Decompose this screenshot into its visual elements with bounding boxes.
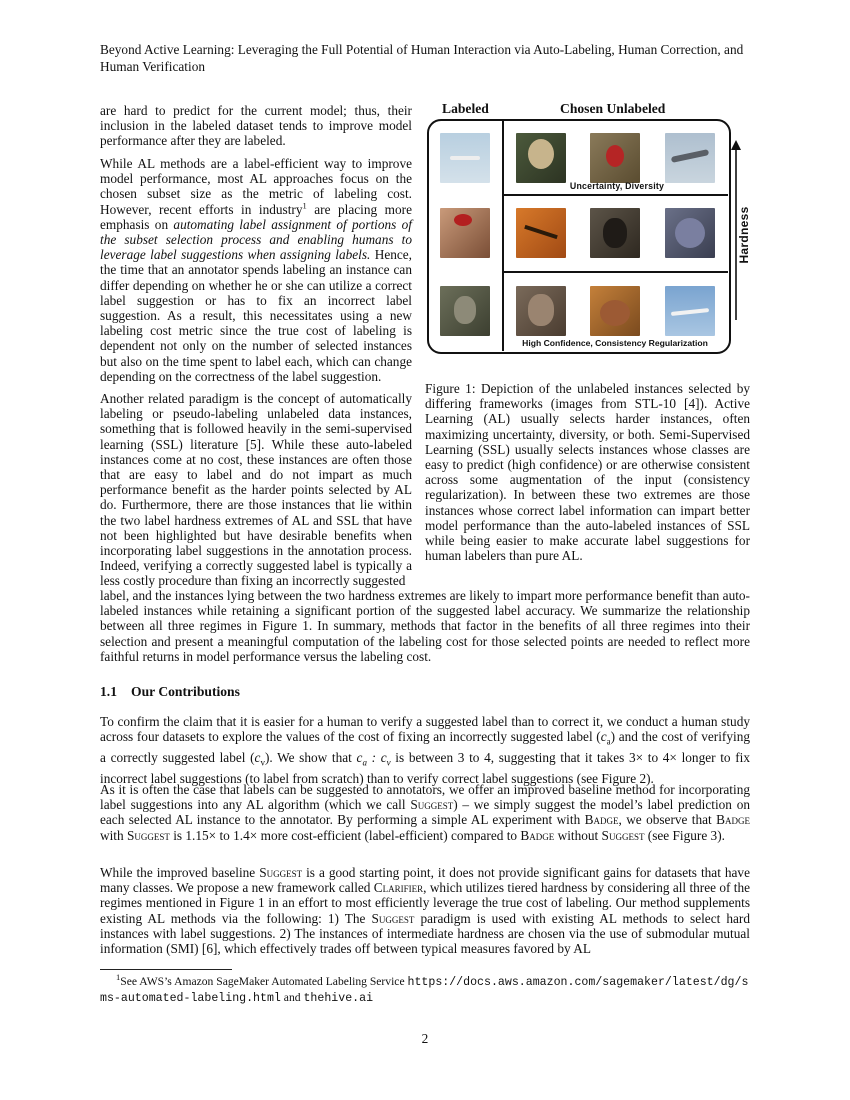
contrib-p2-f: without xyxy=(554,827,602,843)
paragraph-3: Another related paradigm is the concept of automatically labeling or pseudo-labeling unlabeled data instances, something that is followed heavily in the semi-supervised learning (SSL) literature [5]. While these auto-labeled instances come at no cost, these instances are often those that are easy to label and do not impart as much performance benefit as the harder points selected by AL do. Furthermore, there are those instances that lie within the two label hardness extremes of AL and SSL that have not been highlighted but have desirable benefits when incorporating label suggestions in the annotation process. Indeed, verifying a correctly suggested label is typically a less costly procedure than fixing an incorrectly suggested xyxy=(100,391,412,589)
footnote-mark: 1 xyxy=(116,972,121,983)
row1-monkey-image xyxy=(516,133,566,183)
contrib-paragraph-3 xyxy=(100,865,750,956)
suggest-term: Suggest xyxy=(601,827,645,843)
section-heading xyxy=(100,684,254,700)
suggest-term: Suggest xyxy=(371,910,415,926)
contrib-paragraph-2 xyxy=(100,782,750,843)
contrib-p2-b: ) – we simply suggest the model’s label prediction on each selected AL instance to the annotator. By performing a simple AL experiment with xyxy=(100,797,750,828)
row2-monkey-image xyxy=(590,208,640,258)
cost-ratio: $c_a$ : $c_v$ xyxy=(356,750,391,768)
suggest-term: Suggest xyxy=(410,797,454,813)
clarifier-term: Clarifier xyxy=(373,880,424,896)
figure-divider xyxy=(502,120,504,351)
badge-term: Badge xyxy=(584,812,619,828)
p2-text-c: Hence, the time that an annotator spends labeling an instance can differ depending on whether he or she can utilize a correct label suggestion or has to fix an incorrect label suggestion. As a result, this necessitates using a new labeling cost metric since the true cost of labeling is dependent not only on the number of selected instances but also on the time spent to label each, which can change depending on the correctness of the label suggestion. xyxy=(100,247,413,384)
running-title: Beyond Active Learning: Leveraging the Full Potential of Human Interaction via Auto-Labeling, Human Correction, and Human Verification xyxy=(100,42,744,74)
p2-text-b: are placing more emphasis on xyxy=(100,201,412,232)
figure-1 xyxy=(422,100,760,360)
footnote-and: and xyxy=(280,991,304,1004)
labeled-airplane-image xyxy=(440,133,490,183)
p2-text-a: While AL methods are a label-efficient way to improve model performance, most AL approaches focus on the chosen subset size as the metric of labeling cost. However, recent efforts in industry xyxy=(100,156,412,217)
footnote-text: See AWS’s Amazon SageMaker Automated Labeling Service xyxy=(120,975,408,988)
contrib-p2-e: is 1.15× to 1.4× more cost-efficient (label-efficient) compared to xyxy=(169,827,521,843)
paragraph-2 xyxy=(100,156,412,384)
badge-term: Badge xyxy=(520,827,555,843)
contrib-p3-d: paradigm is used with existing AL methods to select hard instances with label suggestions. 2) The instances of intermediate hardness are chosen via the use of submodular mutual information (SMI) [6], which effectively trades off between typical measures favored by AL xyxy=(100,910,750,957)
section-number: 1.1 xyxy=(100,684,117,699)
footnote-url-sagemaker[interactable]: https://docs.aws.amazon.com/sagemaker/latest/dg/sms-automated-labeling.html xyxy=(100,976,749,1005)
row3-airplane-image xyxy=(665,286,715,336)
row3-label: High Confidence, Consistency Regularization xyxy=(506,338,724,348)
cost-ca-sub: a xyxy=(606,736,611,747)
contrib-p1-d: is between 3 to 4, suggesting that it takes 3× to 4× longer to fix incorrect label suggestions (to label from scratch) than to verify correct label suggestions (see Figure 2). xyxy=(100,750,751,786)
contrib-p3-b: is a good starting point, it does not provide significant gains for datasets that have many classes. We propose a new framework called xyxy=(100,865,750,896)
chosen-unlabeled-header: Chosen Unlabeled xyxy=(560,101,666,116)
contrib-p3-c: , which utilizes tiered hardness by considering all three of the regimes mentioned in Figure 1 in an effort to most efficiently leverage the true cost of labeling. Our method supplements existing AL methods via the following: 1) The xyxy=(100,880,750,926)
labeled-chicken-image xyxy=(440,208,490,258)
suggest-term: Suggest xyxy=(126,827,170,843)
labeled-header: Labeled xyxy=(442,101,489,116)
contrib-p2-g: (see Figure 3). xyxy=(644,827,725,843)
footnote xyxy=(100,974,750,1006)
row1-airplane-image xyxy=(665,133,715,183)
footnote-url-thehive[interactable]: thehive.ai xyxy=(303,992,374,1005)
row2-bird-image xyxy=(665,208,715,258)
contrib-p3-a: While the improved baseline xyxy=(100,865,260,880)
row2-airplane-image xyxy=(516,208,566,258)
contrib-p1-b: ) and the cost of verifying a correctly suggested label ( xyxy=(100,729,750,766)
cost-ca: c xyxy=(600,729,607,745)
footnote-rule xyxy=(100,969,232,970)
p2-italic: automating label assignment of portions of the subset selection process and enabling humans to leverage label suggestions when assigning labels. xyxy=(100,216,413,263)
suggest-term: Suggest xyxy=(259,865,303,880)
row1-label: Uncertainty, Diversity xyxy=(569,181,665,191)
row3-monkey-image xyxy=(516,286,566,336)
contrib-p1-c: ). We show that xyxy=(264,750,357,766)
contrib-p2-d: with xyxy=(100,827,127,843)
contrib-paragraph-1 xyxy=(100,714,750,786)
row3-chicken-image xyxy=(590,286,640,336)
cost-cv-sub: v xyxy=(260,757,265,768)
cost-cv: c xyxy=(254,750,261,766)
paragraph-continuation: label, and the instances lying between the two hardness extremes are likely to impart more performance benefit than auto-labeled instances while retaining a significant portion of the suggested label accuracy. We summarize the relationship between all three regimes in Figure 1. In summary, methods that factor in the benefits of all three regimes into their selection and present a meaningful computation of the labeling cost for those selected points are needed to reflect more faithful returns in model performance versus the labeling cost. xyxy=(100,588,750,664)
footnote-ref: 1 xyxy=(302,200,307,211)
figure-1-caption: Figure 1: Depiction of the unlabeled instances selected by differing frameworks (images from STL-10 [4]). Active Learning (AL) usually selects harder instances, often maximizing uncertainty, diversity, or both. Semi-Supervised Learning (SSL) usually selects instances whose classes are easy to predict (high confidence) or are otherwise consistent across some augmentation of the input (consistency regularization). In between these two extremes are those instances whose correct label information can impart better model performance than the auto-labeled instances of SSL while being easier to make accurate label suggestions for human labelers than pure AL. xyxy=(425,381,750,564)
contrib-p2-a: As it is often the case that labels can be suggested to annotators, we offer an improved baseline method for incorporating label suggestions into any AL algorithm (which we call xyxy=(100,782,750,813)
contrib-p2-c: , we observe that xyxy=(618,812,717,828)
row1-bird-image xyxy=(590,133,640,183)
section-title: Our Contributions xyxy=(131,684,240,699)
hardness-axis-label: Hardness xyxy=(737,206,751,264)
labeled-monkey-image xyxy=(440,286,490,336)
paragraph-1: are hard to predict for the current model; thus, their inclusion in the labeled dataset tends to improve model performance after they are labeled. xyxy=(100,103,412,149)
row-divider-2 xyxy=(503,271,728,273)
row-divider-1 xyxy=(503,194,728,196)
contrib-p1-a: To confirm the claim that it is easier for a human to verify a suggested label than to correct it, we conduct a human study across four datasets to explore the values of the cost of fixing an incorrectly suggested label ( xyxy=(100,714,750,745)
page-number: 2 xyxy=(421,1031,429,1046)
badge-term: Badge xyxy=(716,812,751,828)
